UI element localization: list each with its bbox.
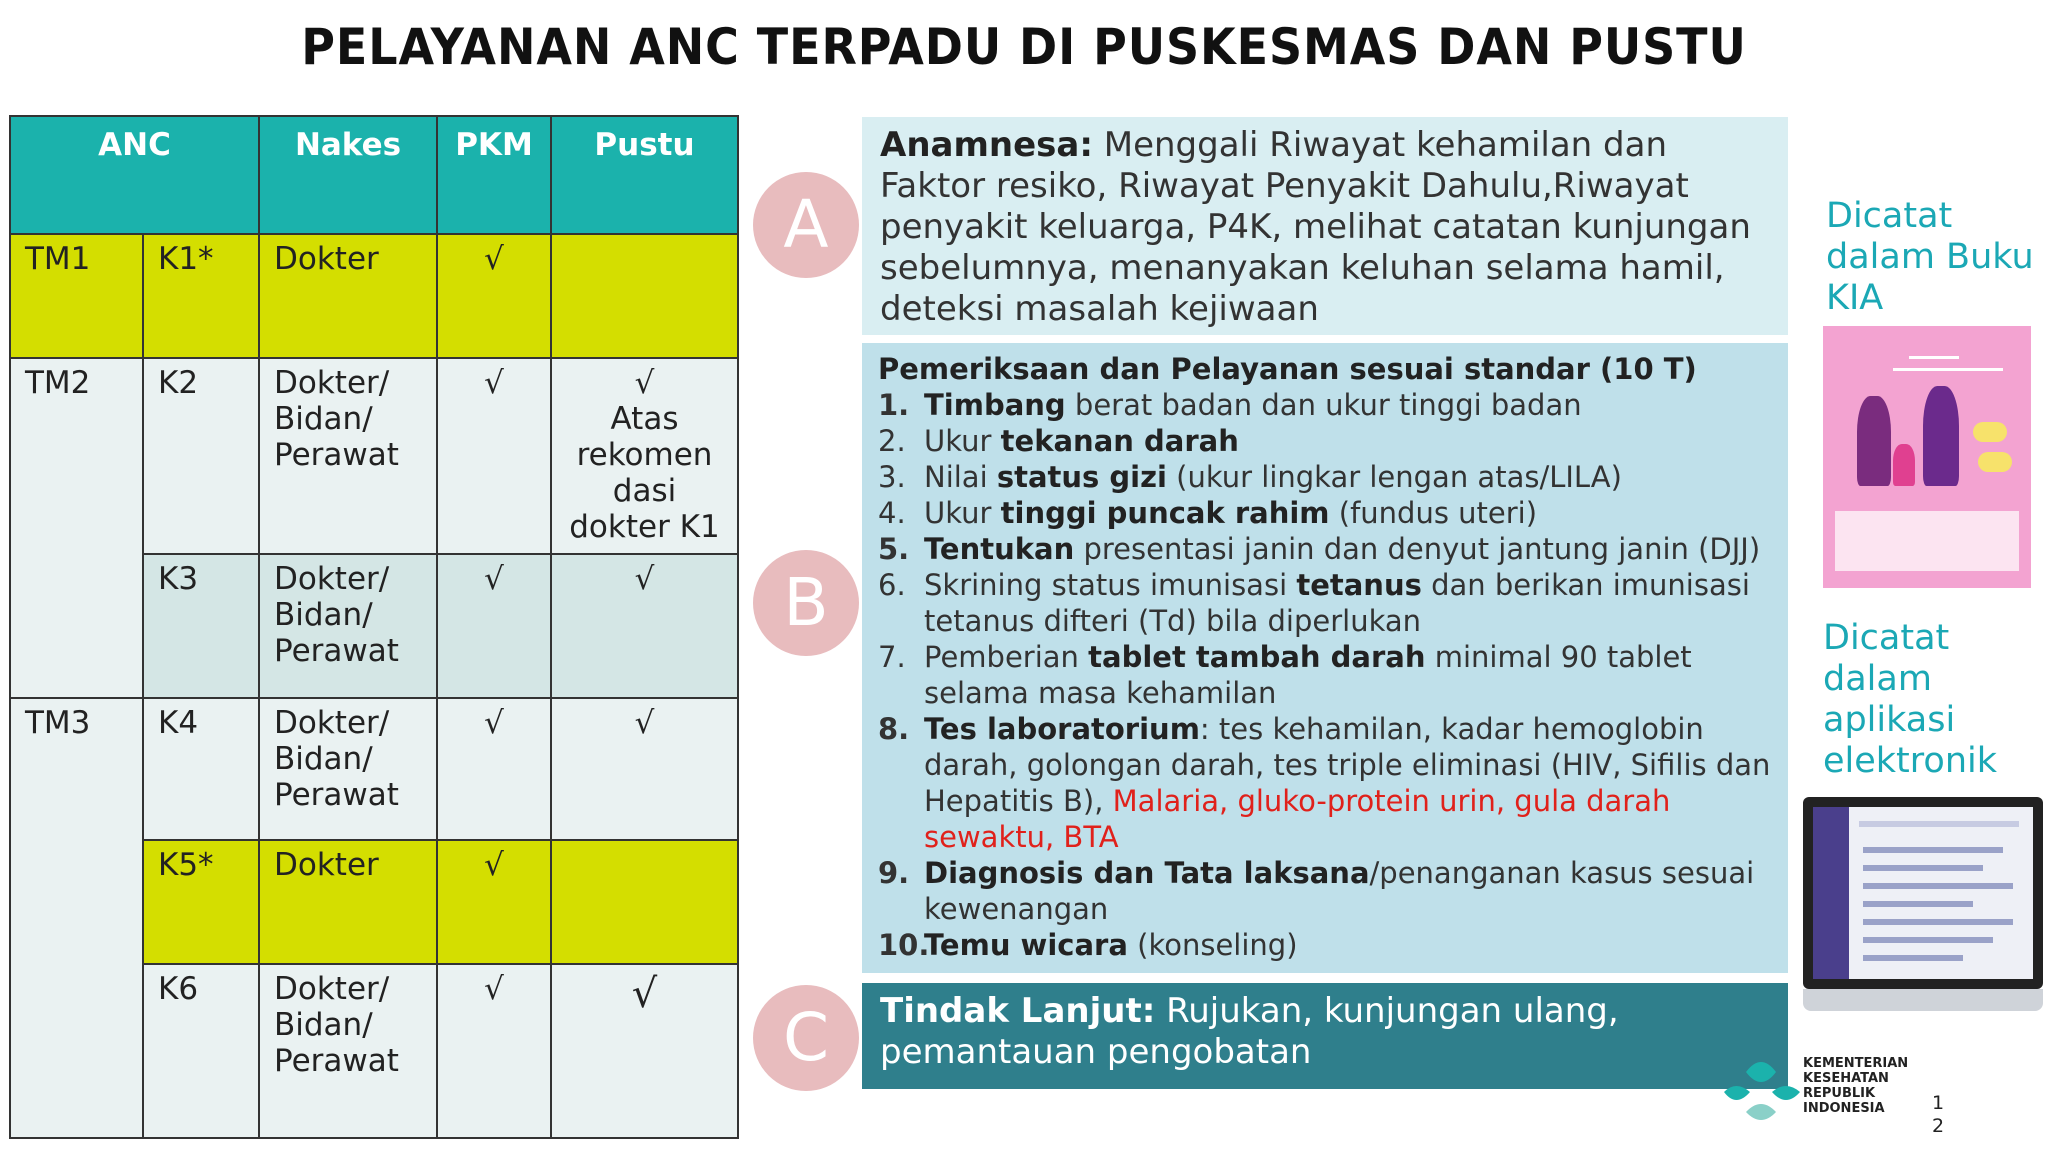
list-item — [878, 927, 1772, 963]
item-pre: Nilai — [924, 460, 997, 494]
item-text: (fundus uteri) — [1329, 496, 1538, 530]
logo-line: KESEHATAN — [1803, 1071, 1889, 1086]
item-number: 3. — [878, 460, 906, 494]
tm-cell: TM2 — [10, 358, 143, 698]
item-pre: Skrining status imunisasi — [924, 568, 1297, 602]
table-row — [10, 234, 738, 358]
item-bold: Timbang — [924, 388, 1066, 422]
app-row — [1863, 847, 2003, 853]
pemeriksaan-heading: Pemeriksaan dan Pelayanan sesuai standar (10 T) — [878, 352, 1697, 386]
app-sidebar — [1813, 807, 1849, 979]
tm-cell: TM3 — [10, 698, 143, 1138]
item-pre: Ukur — [924, 496, 1001, 530]
item-text: presentasi janin dan denyut jantung janin (DJJ) — [1074, 532, 1761, 566]
circle-c: C — [753, 985, 859, 1091]
pustu-cell — [551, 358, 738, 554]
side-note-buku-kia: Dicatat dalam Buku KIA — [1826, 196, 2034, 318]
kemenkes-logo-icon — [1716, 1052, 1806, 1130]
app-topbar — [1859, 821, 2019, 827]
panel-tindak-lanjut — [862, 983, 1788, 1089]
pustu-check: √ — [551, 964, 738, 1138]
app-row — [1863, 919, 2013, 925]
k-cell: K2 — [143, 358, 259, 554]
item-number: 9. — [878, 856, 910, 890]
item-text: dan berikan imunisasi tetanus difteri (Td) bila diperlukan — [924, 568, 1750, 638]
item-text: minimal 90 tablet selama masa kehamilan — [924, 640, 1692, 710]
item-bold: Diagnosis dan Tata laksana — [924, 856, 1370, 890]
logo-line: REPUBLIK — [1803, 1086, 1876, 1101]
item-pre: Pemberian — [924, 640, 1089, 674]
item-number: 7. — [878, 640, 906, 674]
pkm-check: √ — [437, 358, 551, 554]
item-number: 5. — [878, 532, 910, 566]
list-item — [878, 387, 1772, 423]
list-item — [878, 531, 1772, 567]
figure-father — [1923, 386, 1959, 486]
item-text: : tes kehamilan, kadar hemoglobin darah, golongan darah, tes triple eliminasi (HIV, Sifilis dan Hepatitis B), — [924, 712, 1771, 818]
ten-t-list — [878, 387, 1772, 963]
pkm-check: √ — [437, 554, 551, 698]
k-cell: K6 — [143, 964, 259, 1138]
pustu-check: √ — [551, 698, 738, 840]
buku-kia-image — [1823, 326, 2031, 588]
nakes-cell: Dokter — [259, 234, 437, 358]
side-note-aplikasi: Dicatat dalam aplikasi elektronik — [1823, 618, 1997, 781]
laptop-image — [1803, 797, 2043, 1017]
app-row — [1863, 937, 1993, 943]
item-bold: Tes laboratorium — [924, 712, 1200, 746]
book-title-line — [1909, 356, 1959, 359]
figure-mother — [1857, 396, 1891, 486]
panel-pemeriksaan — [862, 343, 1788, 973]
item-bold: status gizi — [996, 460, 1167, 494]
figure-child — [1893, 444, 1915, 486]
nakes-cell: Dokter — [259, 840, 437, 964]
list-item — [878, 495, 1772, 531]
kemenkes-logo-text — [1803, 1056, 1908, 1116]
anc-table — [9, 115, 739, 1139]
pustu-cell — [551, 234, 738, 358]
list-item — [878, 567, 1772, 639]
pustu-check: √ — [551, 554, 738, 698]
app-row — [1863, 955, 1963, 961]
table-header-row — [10, 116, 738, 234]
item-bold: tablet tambah darah — [1088, 640, 1426, 674]
item-number: 10. — [878, 928, 930, 962]
pustu-check: √ — [634, 365, 655, 401]
item-number: 4. — [878, 496, 906, 530]
table-row — [10, 698, 738, 840]
pkm-check: √ — [437, 234, 551, 358]
k-cell: K5* — [143, 840, 259, 964]
k-cell: K4 — [143, 698, 259, 840]
app-row — [1863, 883, 2013, 889]
item-red-text: Malaria, gluko-protein urin, gula darah sewaktu, BTA — [924, 784, 1671, 854]
pkm-check: √ — [437, 964, 551, 1138]
page-number — [1932, 1092, 1944, 1138]
item-number: 1. — [878, 388, 910, 422]
list-item — [878, 711, 1772, 855]
item-bold: Tentukan — [924, 532, 1075, 566]
panel-anamnesa — [862, 117, 1788, 335]
item-bold: tetanus — [1296, 568, 1422, 602]
list-item — [878, 855, 1772, 927]
circle-b: B — [753, 550, 859, 656]
header-nakes: Nakes — [259, 116, 437, 234]
k-cell: K1* — [143, 234, 259, 358]
pkm-check: √ — [437, 698, 551, 840]
item-pre: Ukur — [924, 424, 1001, 458]
laptop-base — [1803, 989, 2043, 1011]
nakes-cell: Dokter/ Bidan/ Perawat — [259, 554, 437, 698]
list-item — [878, 639, 1772, 711]
item-text: (ukur lingkar lengan atas/LILA) — [1166, 460, 1622, 494]
nakes-cell: Dokter/ Bidan/ Perawat — [259, 698, 437, 840]
list-item — [878, 423, 1772, 459]
table-row — [10, 358, 738, 554]
header-pkm: PKM — [437, 116, 551, 234]
logo-line: KEMENTERIAN — [1803, 1056, 1909, 1071]
header-pustu: Pustu — [551, 116, 738, 234]
item-number: 8. — [878, 712, 910, 746]
nakes-cell: Dokter/ Bidan/ Perawat — [259, 358, 437, 554]
book-footer-form — [1835, 511, 2019, 571]
tm-cell: TM1 — [10, 234, 143, 358]
item-number: 6. — [878, 568, 906, 602]
logo-line: INDONESIA — [1803, 1101, 1885, 1116]
item-text: /penanganan kasus sesuai kewenangan — [924, 856, 1755, 926]
book-title-line — [1893, 368, 2003, 371]
pustu-note: Atas rekomen dasi dokter K1 — [569, 401, 720, 545]
slide-title: PELAYANAN ANC TERPADU DI PUSKESMAS DAN PUSTU — [301, 18, 1747, 76]
item-number: 2. — [878, 424, 906, 458]
tindak-lanjut-label: Tindak Lanjut: — [880, 991, 1156, 1031]
app-row — [1863, 865, 1983, 871]
item-text: berat badan dan ukur tinggi badan — [1065, 388, 1582, 422]
anamnesa-text: Menggali Riwayat kehamilan dan Faktor resiko, Riwayat Penyakit Dahulu,Riwayat penyakit keluarga, P4K, melihat catatan kunjungan sebelumnya, menanyakan keluhan selama hamil, deteksi masalah kejiwaan — [880, 125, 1751, 329]
page-number-digit: 1 — [1932, 1092, 1945, 1114]
item-bold: Temu wicara — [924, 928, 1128, 962]
k-cell: K3 — [143, 554, 259, 698]
list-item — [878, 459, 1772, 495]
nakes-cell: Dokter/ Bidan/ Perawat — [259, 964, 437, 1138]
pkm-check: √ — [437, 840, 551, 964]
speech-bubble — [1973, 422, 2007, 442]
laptop-screen — [1813, 807, 2033, 979]
item-text: (konseling) — [1127, 928, 1298, 962]
page-number-digit: 2 — [1932, 1115, 1945, 1137]
app-row — [1863, 901, 1973, 907]
tindak-lanjut-text: Rujukan, kunjungan ulang, pemantauan pengobatan — [880, 991, 1619, 1072]
item-bold: tekanan darah — [1000, 424, 1239, 458]
pustu-cell — [551, 840, 738, 964]
anamnesa-label: Anamnesa: — [880, 125, 1093, 165]
speech-bubble — [1978, 452, 2012, 472]
item-bold: tinggi puncak rahim — [1000, 496, 1330, 530]
header-anc: ANC — [10, 116, 259, 234]
circle-a: A — [753, 172, 859, 278]
